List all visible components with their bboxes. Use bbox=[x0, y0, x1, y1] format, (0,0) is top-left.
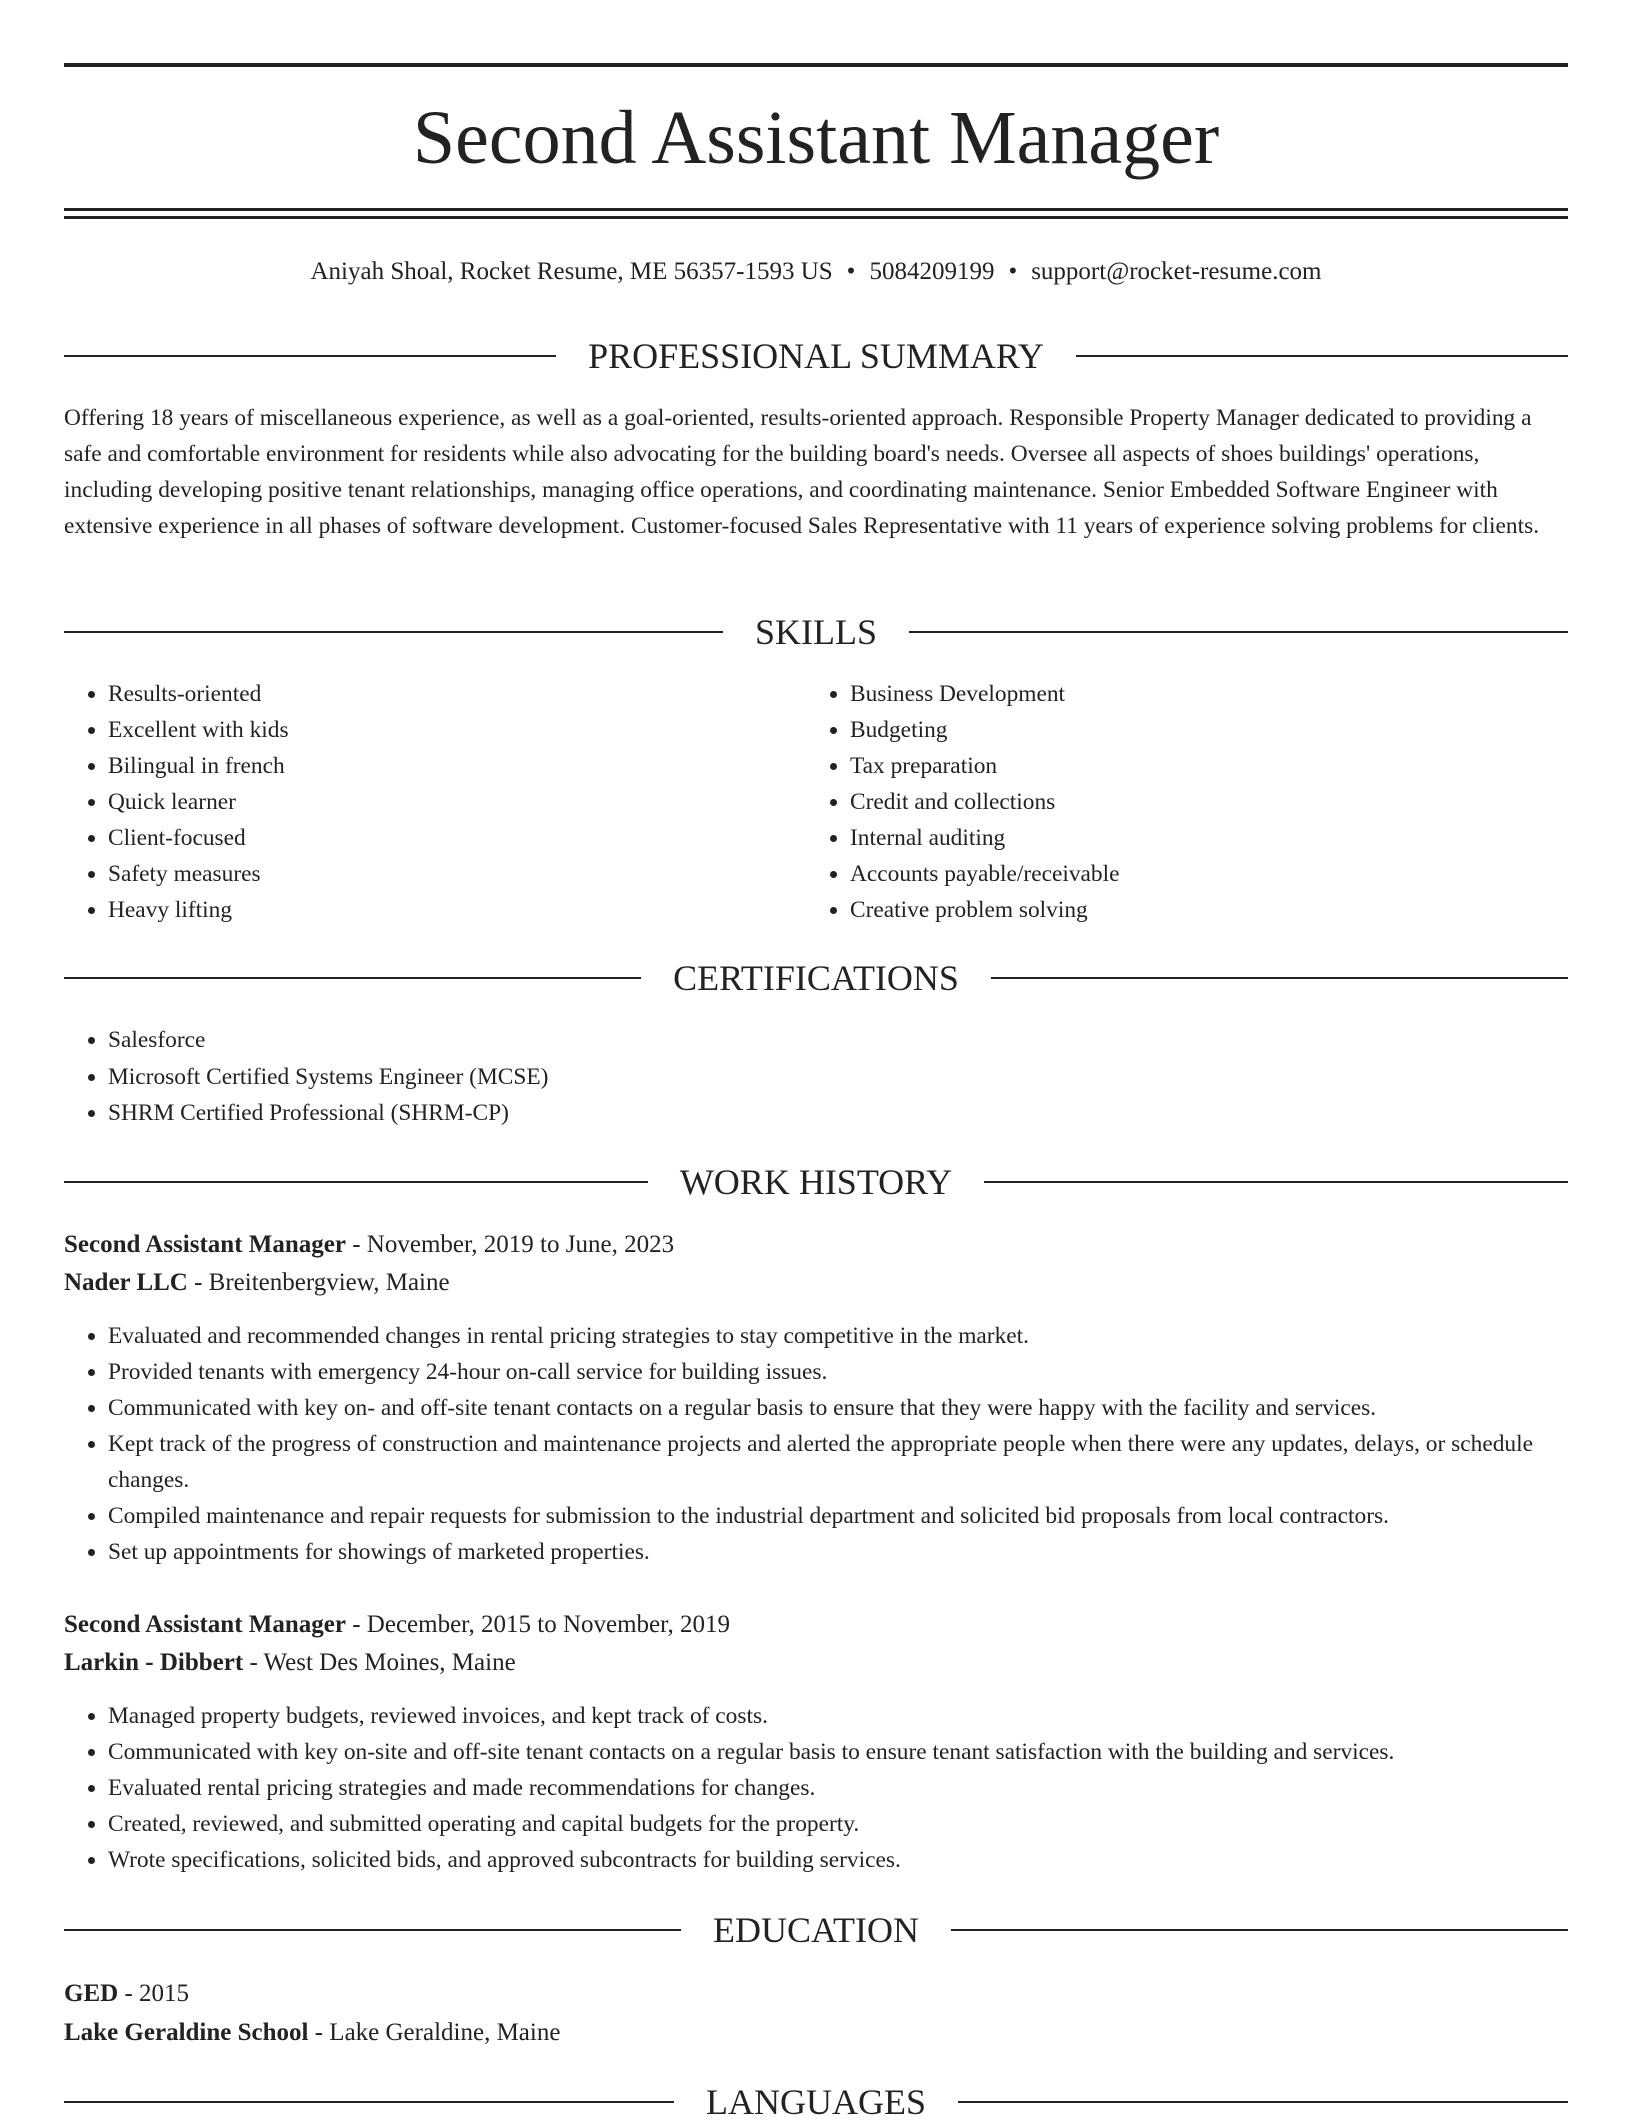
section-title: WORK HISTORY bbox=[679, 1162, 953, 1202]
heading-rule bbox=[958, 2101, 1568, 2103]
job-title-line bbox=[64, 1606, 1568, 1644]
skill-item: • Accounts payable/receivable bbox=[850, 856, 1546, 892]
job-duty: • Provided tenants with emergency 24-hour on-call service for building issues. bbox=[108, 1354, 1568, 1390]
section-title: PROFESSIONAL SUMMARY bbox=[588, 336, 1044, 376]
heading-rule bbox=[64, 2101, 674, 2103]
skill-item: • Quick learner bbox=[108, 784, 804, 820]
job-duty: • Communicated with key on-site and off-site tenant contacts on a regular basis to ensure tenant satisfaction with the building and services. bbox=[108, 1734, 1568, 1770]
skill-item: • Client-focused bbox=[108, 820, 804, 856]
job-dates: - November, 2019 to June, 2023 bbox=[345, 1231, 675, 1258]
job-company: Nader LLC bbox=[64, 1269, 188, 1296]
skill-item: • Business Development bbox=[850, 676, 1546, 712]
title-rule-lower bbox=[64, 216, 1568, 219]
skills-column-left bbox=[64, 676, 804, 928]
skill-item: • Creative problem solving bbox=[850, 892, 1546, 928]
heading-rule bbox=[64, 1181, 648, 1183]
job-title: Second Assistant Manager bbox=[64, 1231, 346, 1258]
job-duty: • Wrote specifications, solicited bids, and approved subcontracts for building services. bbox=[108, 1842, 1568, 1878]
education-school-line bbox=[64, 2013, 1568, 2052]
section-heading-work bbox=[64, 1160, 1568, 1204]
job-duties-list bbox=[64, 1698, 1568, 1878]
skill-item: • Heavy lifting bbox=[108, 892, 804, 928]
skill-item: • Bilingual in french bbox=[108, 748, 804, 784]
job-duty: • Compiled maintenance and repair requests for submission to the industrial department and solicited bid proposals from local contractors. bbox=[108, 1498, 1568, 1534]
title-rule-upper bbox=[64, 208, 1568, 211]
summary-text: Offering 18 years of miscellaneous experience, as well as a goal-oriented, results-oriented approach. Responsible Property Manager dedicated to providing a safe and comfortable environment for residents while also advocating for the building board's needs. Oversee all aspects of shoes buildings' operations, including developing positive tenant relationships, managing office operations, and coordinating maintenance. Senior Embedded Software Engineer with extensive experience in all phases of software development. Customer-focused Sales Representative with 11 years of experience solving problems for clients. bbox=[64, 405, 1540, 539]
resume-title: Second Assistant Manager bbox=[412, 96, 1220, 180]
contact-separator: • bbox=[846, 258, 856, 285]
job-duties-list bbox=[64, 1318, 1568, 1570]
job-company-line bbox=[64, 1264, 1568, 1302]
job-entry bbox=[64, 1226, 1568, 1570]
contact-separator: • bbox=[1008, 258, 1018, 285]
section-title: SKILLS bbox=[755, 612, 878, 652]
contact-address: Aniyah Shoal, Rocket Resume, ME 56357-1593 US bbox=[310, 258, 833, 285]
job-entry bbox=[64, 1606, 1568, 1878]
skill-item: • Excellent with kids bbox=[108, 712, 804, 748]
job-duty: • Evaluated rental pricing strategies and made recommendations for changes. bbox=[108, 1770, 1568, 1806]
section-heading-skills bbox=[64, 610, 1568, 654]
heading-rule bbox=[64, 631, 723, 633]
section-title: CERTIFICATIONS bbox=[673, 958, 959, 998]
skill-item: • Budgeting bbox=[850, 712, 1546, 748]
section-heading-certifications bbox=[64, 956, 1568, 1000]
certification-item: • SHRM Certified Professional (SHRM-CP) bbox=[108, 1095, 1568, 1132]
section-heading-languages bbox=[64, 2080, 1568, 2124]
certifications-block bbox=[64, 1022, 1568, 1132]
education-school: Lake Geraldine School bbox=[64, 2019, 309, 2046]
skill-item: • Credit and collections bbox=[850, 784, 1546, 820]
heading-rule bbox=[991, 977, 1568, 979]
skill-item: • Tax preparation bbox=[850, 748, 1546, 784]
certifications-list bbox=[64, 1022, 1568, 1132]
heading-rule bbox=[1076, 355, 1568, 357]
heading-rule bbox=[64, 355, 556, 357]
job-duty: • Created, reviewed, and submitted operating and capital budgets for the property. bbox=[108, 1806, 1568, 1842]
section-title: EDUCATION bbox=[713, 1910, 919, 1950]
heading-rule bbox=[984, 1181, 1568, 1183]
job-location: - West Des Moines, Maine bbox=[243, 1649, 516, 1676]
job-company: Larkin - Dibbert bbox=[64, 1649, 244, 1676]
job-title-line bbox=[64, 1226, 1568, 1264]
section-heading-education bbox=[64, 1908, 1568, 1952]
certification-item: • Microsoft Certified Systems Engineer (MCSE) bbox=[108, 1059, 1568, 1096]
education-entry bbox=[64, 1974, 1568, 2052]
section-heading-summary bbox=[64, 334, 1568, 378]
heading-rule bbox=[951, 1929, 1568, 1931]
job-duty: • Kept track of the progress of construction and maintenance projects and alerted the appropriate people when there were any updates, delays, or schedule changes. bbox=[108, 1426, 1568, 1498]
job-duty: • Evaluated and recommended changes in rental pricing strategies to stay competitive in the market. bbox=[108, 1318, 1568, 1354]
heading-rule bbox=[64, 1929, 681, 1931]
job-duty: • Managed property budgets, reviewed invoices, and kept track of costs. bbox=[108, 1698, 1568, 1734]
contact-email: support@rocket-resume.com bbox=[1031, 258, 1322, 285]
job-company-line bbox=[64, 1644, 1568, 1682]
education-degree: GED bbox=[64, 1980, 119, 2007]
certification-item: • Salesforce bbox=[108, 1022, 1568, 1059]
section-title: LANGUAGES bbox=[706, 2082, 926, 2122]
job-duty: • Set up appointments for showings of marketed properties. bbox=[108, 1534, 1568, 1570]
education-location: - Lake Geraldine, Maine bbox=[308, 2019, 561, 2046]
heading-rule bbox=[64, 977, 641, 979]
contact-line bbox=[64, 254, 1568, 290]
job-title: Second Assistant Manager bbox=[64, 1611, 346, 1638]
skill-item: • Results-oriented bbox=[108, 676, 804, 712]
heading-rule bbox=[909, 631, 1568, 633]
skill-item: • Internal auditing bbox=[850, 820, 1546, 856]
job-dates: - December, 2015 to November, 2019 bbox=[345, 1611, 730, 1638]
job-duty: • Communicated with key on- and off-site tenant contacts on a regular basis to ensure that they were happy with the facility and services. bbox=[108, 1390, 1568, 1426]
skills-column-right bbox=[806, 676, 1546, 928]
skill-item: • Safety measures bbox=[108, 856, 804, 892]
education-degree-line bbox=[64, 1974, 1568, 2013]
skills-list bbox=[64, 676, 804, 928]
contact-phone: 5084209199 bbox=[869, 258, 995, 285]
education-year: - 2015 bbox=[118, 1980, 190, 2007]
top-rule bbox=[64, 63, 1568, 67]
skills-list bbox=[806, 676, 1546, 928]
job-location: - Breitenbergview, Maine bbox=[187, 1269, 450, 1296]
